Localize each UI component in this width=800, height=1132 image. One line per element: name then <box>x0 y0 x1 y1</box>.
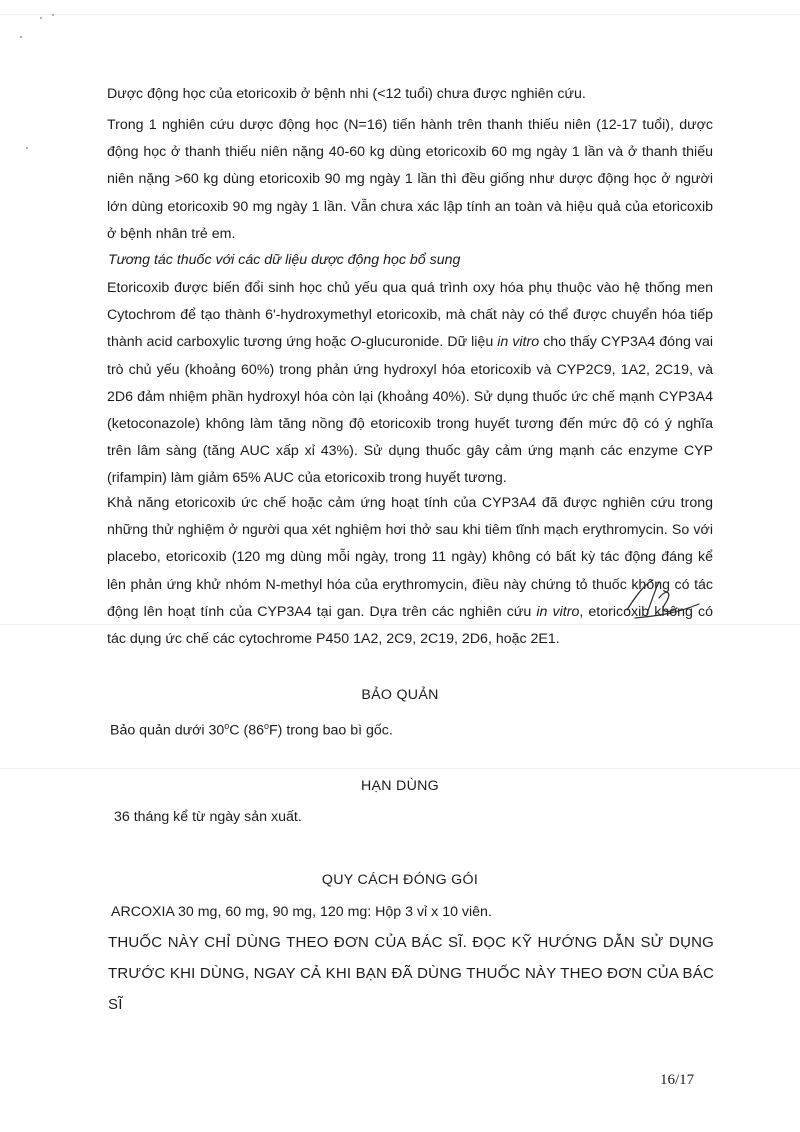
degree-mark: o <box>224 721 230 731</box>
storage-heading: BẢO QUẢN <box>361 687 439 703</box>
metabolism-paragraph <box>107 275 713 493</box>
metabolism-text-2: -glucuronide. Dữ liệu <box>361 334 498 351</box>
adolescent-pk-paragraph: Trong 1 nghiên cứu dược động học (N=16) tiến hành trên thanh thiếu niên (12-17 tuổi), dược động học ở thanh thiếu niên nặng 40-60 kg dùng etoricoxib 60 mg ngày 1 lần và ở thanh thiếu niên nặng >60 kg dùng etoricoxib 90 mg ngày 1 lần thì đều giống như dược động học ở người lớn dùng etoricoxib 90 mg ngày 1 lần. Vẫn chưa xác lập tính an toàn và hiệu quả của etoricoxib ở bệnh nhân trẻ em. <box>107 117 713 242</box>
in-vitro-term: in vitro <box>497 334 540 351</box>
degree-mark: o <box>263 721 269 731</box>
scan-speck <box>40 17 42 19</box>
page-number: 16/17 <box>660 1072 695 1088</box>
pediatric-note: Dược động học của etoricoxib ở bệnh nhi (<12 tuổi) chưa được nghiên cứu. <box>107 86 586 102</box>
scan-speck <box>20 36 22 38</box>
scan-line <box>0 768 800 769</box>
scan-speck <box>26 147 28 149</box>
scan-line <box>0 14 800 15</box>
expiry-heading: HẠN DÙNG <box>360 778 440 794</box>
cyp3a4-paragraph <box>107 490 713 653</box>
packaging-text: ARCOXIA 30 mg, 60 mg, 90 mg, 120 mg: Hộp 3 vỉ x 10 viên. <box>111 904 492 920</box>
in-vitro-term: in vitro <box>536 603 580 620</box>
expiry-text: 36 tháng kể từ ngày sản xuất. <box>114 809 302 825</box>
scan-speck <box>52 14 54 16</box>
interaction-subheading: Tương tác thuốc với các dữ liệu dược động học bổ sung <box>108 252 461 268</box>
metabolism-text-1: Etoricoxib được biến đổi sinh học chủ yếu qua quá trình oxy hóa phụ thuộc vào hệ thống men Cytochrom để tạo thành 6'-hydroxymethyl etoricoxib, mà chất này có thể được chuyển hóa tiếp thành acid carboxylic tương ứng hoặc <box>107 280 713 351</box>
handwritten-initials <box>615 574 705 624</box>
metabolism-text-3: cho thấy CYP3A4 đóng vai trò chủ yếu (khoảng 60%) trong phản ứng hydroxyl hóa etoricoxib và CYP2C9, 1A2, 2C19, và 2D6 đảm nhiệm phần hydroxyl hóa còn lại (khoảng 40%). Sử dụng thuốc ức chế mạnh CYP3A4 (ketoconazole) không làm tăng nồng độ etoricoxib trong huyết tương đến mức độ có ý nghĩa trên lâm sàng (tăng AUC xấp xỉ 43%). Sử dụng thuốc gây cảm ứng mạnh các enzyme CYP (rifampin) làm giảm 65% AUC của etoricoxib trong huyết tương. <box>107 334 713 487</box>
storage-text: Bảo quản dưới 30$^o$C (86$^o$F) trong bao bì gốc. <box>110 721 393 739</box>
cyp3a4-text-2: , etoricoxib không có tác dụng ức chế các cytochrome P450 1A2, 2C9, 2C19, 2D6, hoặc 2E1. <box>107 603 713 648</box>
prescription-warning: THUỐC NÀY CHỈ DÙNG THEO ĐƠN CỦA BÁC SĨ. ĐỌC KỸ HƯỚNG DẪN SỬ DỤNG TRƯỚC KHI DÙNG, NGAY CẢ KHI BẠN ĐÃ DÙNG THUỐC NÀY THEO ĐƠN CỦA BÁC SĨ <box>108 934 714 1013</box>
cyp3a4-text-1: Khả năng etoricoxib ức chế hoặc cảm ứng hoạt tính của CYP3A4 đã được nghiên cứu trong những thử nghiệm ở người qua xét nghiệm hơi thở sau khi tiêm tĩnh mạch erythromycin. So với placebo, etoricoxib (120 mg dùng mỗi ngày, trong 11 ngày) không có bất kỳ tác động đáng kể lên phản ứng khử nhóm N-methyl hóa của erythromycin, điều này chứng tỏ thuốc không có tác động lên hoạt tính của CYP3A4 tại gan. Dựa trên các nghiên cứu <box>107 495 713 620</box>
packaging-heading: QUY CÁCH ĐÓNG GÓI <box>321 872 479 888</box>
o-prefix: O <box>350 334 362 351</box>
